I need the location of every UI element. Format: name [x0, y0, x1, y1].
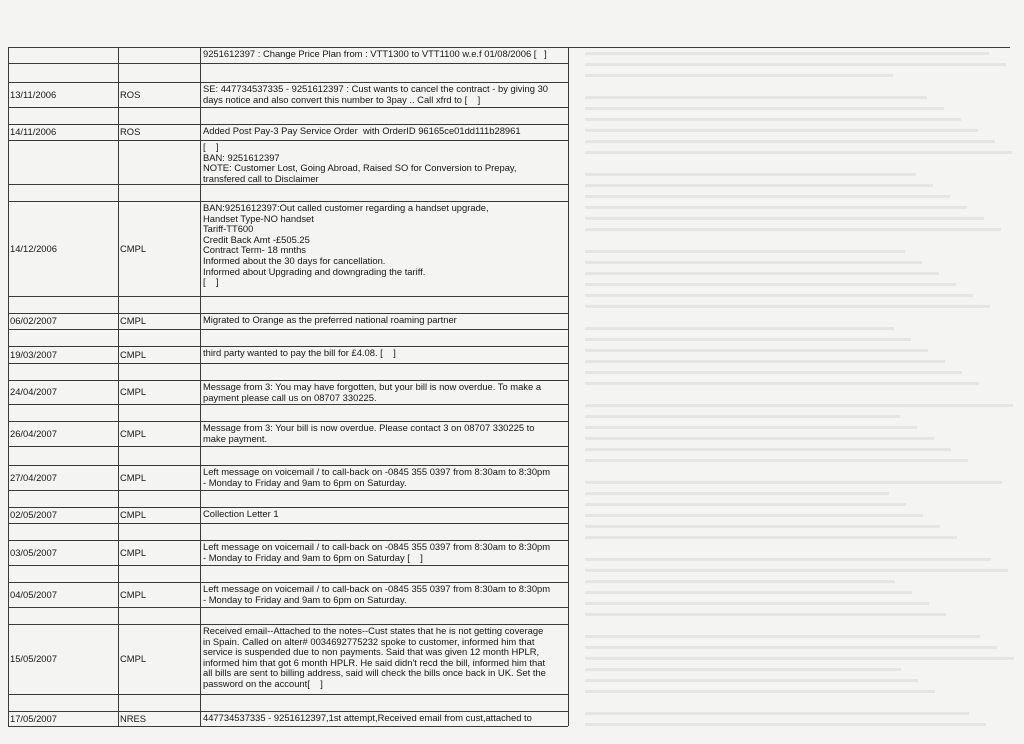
grid-rule [8, 694, 568, 695]
grid-rule [200, 607, 201, 624]
grid-rule [8, 421, 9, 446]
grid-rule [200, 404, 201, 421]
grid-rule [118, 380, 119, 404]
grid-rule [118, 346, 119, 363]
grid-rule [200, 490, 201, 507]
bleed-through-line [585, 327, 894, 330]
grid-rule [8, 446, 9, 465]
grid-rule [118, 329, 119, 346]
bleed-through-line [585, 459, 968, 462]
grid-rule [8, 565, 568, 566]
grid-rule [8, 523, 9, 540]
grid-rule [8, 201, 9, 296]
note-cell: 447734537335 - 9251612397,1st attempt,Received email from cust,attached to [203, 712, 532, 723]
note-cell: BAN:9251612397:Out called customer regarding a handset upgrade, Handset Type-NO handset Tariff-TT600 Credit Back Amt -£505.25 Contract Term- 18 mnths Informed about the 30 days for cancellation. Informed about Upgrading and downgrading the tariff. [ ] [203, 202, 489, 288]
bleed-through-line [585, 404, 1013, 407]
bleed-through-line [585, 580, 895, 583]
grid-rule [8, 63, 9, 82]
bleed-through-line [585, 690, 935, 693]
grid-rule [200, 540, 201, 565]
bleed-through-line [585, 173, 916, 176]
grid-rule [118, 107, 119, 124]
grid-rule [200, 465, 201, 490]
bleed-through-line [585, 646, 997, 649]
grid-rule [118, 184, 119, 201]
bleed-through-line [585, 250, 905, 253]
grid-rule [568, 582, 569, 607]
grid-rule [200, 313, 201, 329]
note-cell: Left message on voicemail / to call-back on -0845 355 0397 from 8:30am to 8:30pm - Monday to Friday and 9am to 6pm on Saturday [ ] [203, 541, 551, 563]
grid-rule [118, 296, 119, 313]
grid-rule [8, 363, 568, 364]
grid-rule [568, 507, 569, 523]
grid-rule [118, 124, 119, 140]
bleed-through-line [585, 74, 893, 77]
bleed-through-line [585, 668, 901, 671]
grid-rule [568, 201, 569, 296]
bleed-through-line [585, 635, 980, 638]
grid-rule [568, 107, 569, 124]
grid-rule [118, 582, 119, 607]
grid-rule [568, 363, 569, 380]
user-code-cell: ROS [120, 88, 141, 100]
user-code-cell: CMPL [120, 588, 147, 600]
bleed-through-line [585, 712, 969, 715]
grid-rule [568, 421, 569, 446]
grid-rule [200, 446, 201, 465]
grid-rule [8, 540, 9, 565]
date-cell: 17/05/2007 [10, 712, 57, 724]
bleed-through-line [585, 679, 918, 682]
grid-rule [118, 421, 119, 446]
grid-rule [200, 624, 201, 694]
grid-rule [118, 404, 119, 421]
grid-rule [8, 329, 568, 330]
grid-rule [118, 47, 119, 63]
bleed-through-line [585, 591, 912, 594]
grid-rule [8, 507, 568, 508]
bleed-through-line [585, 107, 944, 110]
bleed-through-line [585, 426, 917, 429]
note-cell: Added Post Pay-3 Pay Service Order with OrderID 96165ce01dd111b28961 [203, 125, 521, 136]
grid-rule [200, 711, 201, 726]
grid-rule [8, 363, 9, 380]
grid-rule [8, 184, 9, 201]
grid-rule [8, 140, 9, 184]
bleed-through-line [585, 360, 945, 363]
grid-rule [118, 624, 119, 694]
date-cell: 14/12/2006 [10, 242, 57, 254]
grid-rule [118, 201, 119, 296]
grid-rule [200, 582, 201, 607]
user-code-cell: CMPL [120, 315, 147, 326]
bleed-through-line [585, 206, 967, 209]
note-cell: Received email--Attached to the notes--Cust states that he is not getting coverage in Spain. Called on alter# 0034692775232 spoke to customer, informed him that service is suspended due to non payments. Said that was given 12 month HPLR, informed him that got 6 month HPLR. He said didn't recd the bill, informed him that all bills are sent to billing address, said will check the bills once back in UK. Set the password on the account[ ] [203, 625, 546, 689]
date-cell: 15/05/2007 [10, 653, 57, 664]
grid-rule [8, 82, 9, 107]
bleed-through-line [585, 349, 928, 352]
grid-rule [8, 507, 9, 523]
bleed-through-line [585, 140, 995, 143]
grid-rule [8, 107, 568, 108]
grid-rule [568, 523, 569, 540]
grid-rule [118, 313, 119, 329]
grid-rule [568, 140, 569, 184]
bleed-through-line [585, 217, 984, 220]
grid-rule [8, 607, 9, 624]
user-code-cell: CMPL [120, 471, 147, 483]
grid-rule [8, 107, 9, 124]
grid-rule [118, 540, 119, 565]
bleed-through-line [585, 602, 929, 605]
grid-rule [568, 329, 569, 346]
grid-rule [200, 346, 201, 363]
grid-rule [568, 82, 569, 107]
grid-rule [8, 624, 9, 694]
bleed-through-line [585, 52, 989, 55]
grid-rule [568, 711, 569, 726]
grid-rule [8, 296, 568, 297]
grid-rule [200, 329, 201, 346]
note-cell: Collection Letter 1 [203, 508, 279, 519]
grid-rule [8, 582, 9, 607]
grid-rule [118, 140, 119, 184]
date-cell: 24/04/2007 [10, 386, 57, 397]
grid-rule [8, 404, 568, 405]
grid-rule [200, 523, 201, 540]
grid-rule [118, 465, 119, 490]
grid-rule [200, 47, 201, 63]
bleed-through-line [585, 261, 922, 264]
bleed-through-line [585, 305, 990, 308]
grid-rule [568, 607, 569, 624]
note-cell: Message from 3: Your bill is now overdue. Please contact 3 on 08707 330225 to make payment. [203, 422, 535, 444]
grid-rule [118, 607, 119, 624]
bleed-through-line [585, 558, 991, 561]
grid-rule [118, 363, 119, 380]
grid-rule [568, 446, 569, 465]
bleed-through-line [585, 129, 978, 132]
grid-rule [118, 63, 119, 82]
note-cell: SE: 447734537335 - 9251612397 : Cust wants to cancel the contract - by giving 30 days notice and also convert this number to 3pay .. Call xfrd to [ ] [203, 83, 549, 105]
note-cell: Left message on voicemail / to call-back on -0845 355 0397 from 8:30am to 8:30pm - Monday to Friday and 9am to 6pm on Saturday. [203, 466, 551, 488]
grid-rule [200, 82, 201, 107]
grid-rule [568, 565, 569, 582]
note-cell: Message from 3: You may have forgotten, but your bill is now overdue. To make a payment please call us on 08707 330225. [203, 381, 542, 403]
grid-rule [8, 711, 9, 726]
bleed-through-line [585, 613, 946, 616]
grid-rule [8, 490, 568, 491]
grid-rule [568, 624, 569, 694]
grid-rule [118, 523, 119, 540]
bleed-through-line [585, 723, 986, 726]
bleed-through-line [585, 195, 950, 198]
bleed-through-line [585, 448, 951, 451]
user-code-cell: CMPL [120, 653, 147, 664]
bleed-through-line [585, 118, 961, 121]
grid-rule [200, 380, 201, 404]
user-code-cell: CMPL [120, 348, 147, 360]
user-code-cell: CMPL [120, 386, 147, 397]
grid-rule [568, 404, 569, 421]
bleed-through-line [585, 569, 1008, 572]
date-cell: 06/02/2007 [10, 315, 57, 326]
grid-rule [200, 296, 201, 313]
grid-rule [8, 404, 9, 421]
note-cell: third party wanted to pay the bill for £4.08. [ ] [203, 347, 396, 358]
user-code-cell: ROS [120, 126, 141, 137]
bleed-through-line [585, 294, 973, 297]
grid-rule [8, 465, 9, 490]
note-cell: [ ] BAN: 9251612397 NOTE: Customer Lost, Going Abroad, Raised SO for Conversion to Prepay, transfered call to Disclaimer [203, 141, 517, 184]
grid-rule [568, 380, 569, 404]
grid-rule [200, 565, 201, 582]
date-cell: 19/03/2007 [10, 348, 57, 360]
grid-rule [8, 63, 568, 64]
grid-rule [8, 523, 568, 524]
date-cell: 14/11/2006 [10, 126, 57, 137]
bleed-through-line [585, 514, 923, 517]
grid-rule [118, 507, 119, 523]
date-cell: 27/04/2007 [10, 471, 57, 483]
grid-rule [200, 421, 201, 446]
grid-rule [568, 694, 569, 711]
bleed-through-line [585, 63, 1006, 66]
note-cell: Left message on voicemail / to call-back on -0845 355 0397 from 8:30am to 8:30pm - Monday to Friday and 9am to 6pm on Saturday. [203, 583, 551, 605]
grid-rule [568, 490, 569, 507]
bleed-through-line [585, 492, 889, 495]
grid-rule [8, 607, 568, 608]
bleed-through-line [585, 371, 962, 374]
date-cell: 26/04/2007 [10, 427, 57, 439]
grid-rule [8, 694, 9, 711]
grid-rule [8, 124, 9, 140]
grid-rule [200, 184, 201, 201]
grid-rule [568, 346, 569, 363]
grid-rule [118, 446, 119, 465]
bleed-through-line [585, 437, 934, 440]
bleed-through-line [585, 503, 906, 506]
grid-rule [200, 107, 201, 124]
grid-rule [8, 296, 9, 313]
grid-rule [8, 490, 9, 507]
bleed-through-line [585, 338, 911, 341]
bleed-through-line [585, 382, 979, 385]
grid-rule [568, 540, 569, 565]
grid-rule [118, 694, 119, 711]
bleed-through-line [585, 184, 933, 187]
grid-rule [8, 329, 9, 346]
user-code-cell: CMPL [120, 509, 147, 520]
grid-rule [8, 565, 9, 582]
bleed-through-line [585, 657, 1014, 660]
grid-rule [200, 694, 201, 711]
grid-rule [8, 446, 568, 447]
date-cell: 03/05/2007 [10, 546, 57, 558]
user-code-cell: NRES [120, 712, 147, 724]
grid-rule [8, 140, 568, 141]
grid-rule [200, 363, 201, 380]
bleed-through-line [585, 96, 927, 99]
bleed-through-line [585, 151, 1012, 154]
user-code-cell: CMPL [120, 546, 147, 558]
date-cell: 02/05/2007 [10, 509, 57, 520]
grid-rule [568, 296, 569, 313]
grid-rule [118, 565, 119, 582]
bleed-through-line [585, 283, 956, 286]
grid-rule [118, 711, 119, 726]
grid-rule [200, 507, 201, 523]
date-cell: 04/05/2007 [10, 588, 57, 600]
bleed-through-line [585, 525, 940, 528]
bleed-through-line [585, 228, 1001, 231]
grid-rule [200, 124, 201, 140]
grid-rule [568, 313, 569, 329]
grid-rule [568, 63, 569, 82]
bleed-through-line [585, 272, 939, 275]
bleed-through-line [585, 536, 957, 539]
grid-rule [568, 47, 569, 63]
grid-rule [118, 490, 119, 507]
grid-rule [200, 140, 201, 184]
note-cell: 9251612397 : Change Price Plan from : VTT1300 to VTT1100 w.e.f 01/08/2006 [ ] [203, 48, 547, 59]
grid-rule [8, 726, 568, 727]
grid-rule [8, 346, 9, 363]
grid-rule [8, 313, 9, 329]
grid-rule [118, 82, 119, 107]
grid-rule [8, 47, 9, 63]
grid-rule [568, 184, 569, 201]
grid-rule [200, 63, 201, 82]
grid-rule [568, 465, 569, 490]
user-code-cell: CMPL [120, 427, 147, 439]
grid-rule [568, 124, 569, 140]
note-cell: Migrated to Orange as the preferred national roaming partner [203, 314, 457, 325]
bleed-through-line [585, 481, 1002, 484]
date-cell: 13/11/2006 [10, 88, 57, 100]
grid-rule [200, 201, 201, 296]
bleed-through-line [585, 415, 900, 418]
grid-rule [8, 380, 9, 404]
user-code-cell: CMPL [120, 242, 147, 254]
